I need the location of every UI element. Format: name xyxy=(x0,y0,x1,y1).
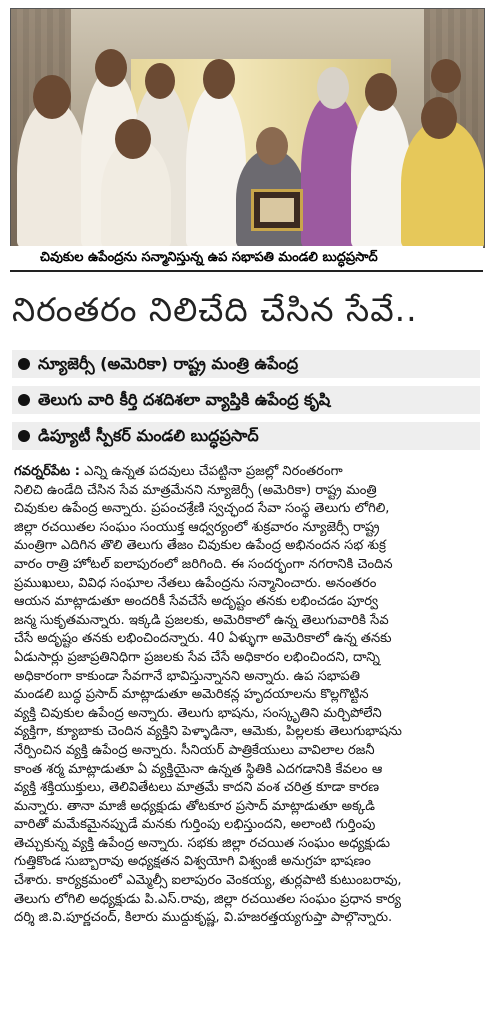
bullet-text: తెలుగు వారి కీర్తి దశదిశలా వ్యాప్తికి ఉపేంద్ర కృషి xyxy=(38,390,331,409)
person-head xyxy=(95,49,127,87)
article-line: మండలి బుద్ధ ప్రసాద్ మాట్లాడుతూ అమెరికన్ల హృదయాలను కొల్లగొట్టిన xyxy=(14,687,369,703)
event-photo xyxy=(10,8,485,248)
person-head xyxy=(33,75,71,119)
person-head xyxy=(317,67,349,109)
article-line: చేసే అదృష్టం తనకు లభించిందన్నారు. 40 ఏళ్ళుగా అమెరికాలో ఉన్న తనకు xyxy=(14,631,392,647)
article-line: మన్నారు. తానా మాజీ అధ్యక్షుడు తోటకూర ప్రసాద్ మాట్లాడుతూ అక్కడి xyxy=(14,798,375,814)
person-head xyxy=(145,63,175,99)
article-line: వ్యక్తి శక్తియుక్తులు, తెలివితేటలు మాత్రమే కాదని వంశ చరిత్ర కూడా కారణ xyxy=(14,780,380,796)
award-plaque xyxy=(251,189,303,231)
bullet-text: డిప్యూటీ స్పీకర్ మండలి బుద్ధప్రసాద్ xyxy=(38,426,259,445)
person-head xyxy=(203,59,235,99)
article-line: ఆయన మాట్లాడుతూ అందరికీ సేవచేసే అదృష్టం తనకు లభించడం పూర్వ xyxy=(14,594,379,610)
article-line: వ్యక్తి చివుకుల ఉపేంద్ర అన్నారు. తెలుగు భాషను, సంస్కృతిని మర్చిపోలేని xyxy=(14,705,382,721)
article-line: చేశారు. కార్యక్రమంలో ఎమ్మెల్సీ ఐలాపురం వెంకయ్య, తుర్లపాటి కుటుంబరావు, xyxy=(14,873,402,889)
article-line: నిలిచి ఉండేది చేసిన సేవ మాత్రమేనని న్యూజెర్సీ (అమెరికా) రాష్ట్ర మంత్రి xyxy=(14,482,377,498)
bullet-text: న్యూజెర్సీ (అమెరికా) రాష్ట్ర మంత్రి ఉపేంద్ర xyxy=(38,354,299,373)
article-line: గుత్తికొండ సుబ్బారావు అధ్యక్షతన విశ్వయోగి విశ్వంజీ అనుగ్రహ భాషణం xyxy=(14,854,371,870)
article-line: ప్రముఖులు, వివిధ సంఘాల నేతలు ఉపేంద్రను సన్మానించారు. అనంతరం xyxy=(14,575,377,591)
article-line: వ్యక్తిగా, క్యూబాకు చెందిన వ్యక్తిని పెళ్ళాడినా, ఆమెకు, పిల్లలకు తెలుగుభాషను xyxy=(14,724,402,740)
bullet-icon xyxy=(18,394,30,406)
article-line: ఏడుసార్లు ప్రజాప్రతినిధిగా ప్రజలకు సేవ చేసే అధికారం లభించిందని, దాన్ని xyxy=(14,649,380,665)
person-head xyxy=(115,119,151,159)
article-line xyxy=(14,463,480,482)
article-line: నేర్పించిన వ్యక్తి ఉపేంద్ర అన్నారు. సీనియర్ పాత్రికేయులు వావిలాల రజనీ xyxy=(14,742,375,758)
article-line: జిల్లా రచయితల సంఘం సంయుక్త ఆధ్వర్యంలో శుక్రవారం న్యూజెర్సీ రాష్ట్ర xyxy=(14,519,380,535)
person-head xyxy=(421,97,457,139)
article-line: వారం రాత్రి హోటల్ ఐలాపురంలో జరిగింది. ఈ సందర్భంగా నగరానికి చెందిన xyxy=(14,556,393,572)
person-head xyxy=(431,59,461,93)
article-line: తెలుగు లోగిలి అధ్యక్షుడు పి.ఎస్.రావు, జిల్లా రచయితల సంఘం ప్రధాన కార్య xyxy=(14,891,402,907)
article-line-text: ఎన్ని ఉన్నత పదవులు చేపట్టినా ప్రజల్లో నిరంతరంగా xyxy=(84,464,343,479)
highlight-bullet xyxy=(12,386,480,414)
article-body xyxy=(14,463,480,928)
photo-caption: చివుకుల ఉపేంద్రను సన్మానిస్తున్న ఉప సభాపతి మండలి బుద్ధప్రసాద్ xyxy=(40,250,378,265)
article-line: తెచ్చుకున్న వ్యక్తి ఉపేంద్ర అన్నారు. సభకు జిల్లా రచయిత సంఘం అధ్యక్షుడు xyxy=(14,835,391,851)
person-figure xyxy=(17,99,87,248)
person-head xyxy=(256,127,288,165)
article-line: చివుకుల ఉపేంద్ర అన్నారు. ప్రపంచశ్రేణి స్వచ్ఛంద సేవా సంస్థ తెలుగు లోగిలి, xyxy=(14,501,390,517)
article-line: జన్మ సుకృతమన్నారు. ఇక్కడి ప్రజలకు, అమెరికాలో ఉన్న తెలుగువారికి సేవ xyxy=(14,612,389,628)
bullet-icon xyxy=(18,430,30,442)
article-line: దర్శి జి.వి.పూర్ణచంద్, కిలారు ముద్దుకృష్ణ, వి.హజరత్తయ్యగుప్తా పాల్గొన్నారు. xyxy=(14,910,393,926)
highlight-bullet xyxy=(12,422,480,450)
headline: నిరంతరం నిలిచేది చేసిన సేవే.. xyxy=(12,290,418,329)
article-line: మంత్రిగా ఎదిగిన తొలి తెలుగు తేజం చివుకుల ఉపేంద్ర అభినందన సభ శుక్ర xyxy=(14,538,386,554)
dateline: గవర్నర్‌పేట : xyxy=(14,464,80,479)
article-line: అధికారంగా కాకుండా సేవగానే భావిస్తున్నానని అన్నారు. ఉప సభాపతి xyxy=(14,668,360,684)
article-line: వారితో మమేకమైనప్పుడే మనకు గుర్తింపు లభిస్తుందని, అలాంటి గుర్తింపు xyxy=(14,817,376,833)
article-line: కాంత శర్మ మాట్లాడుతూ ఏ వ్యక్తియైనా ఉన్నత స్థితికి ఎదగడానికి కేవలం ఆ xyxy=(14,761,383,777)
bullet-icon xyxy=(18,358,30,370)
photo-caption-bar xyxy=(10,246,483,272)
highlight-bullet xyxy=(12,350,480,378)
person-head xyxy=(365,73,397,111)
